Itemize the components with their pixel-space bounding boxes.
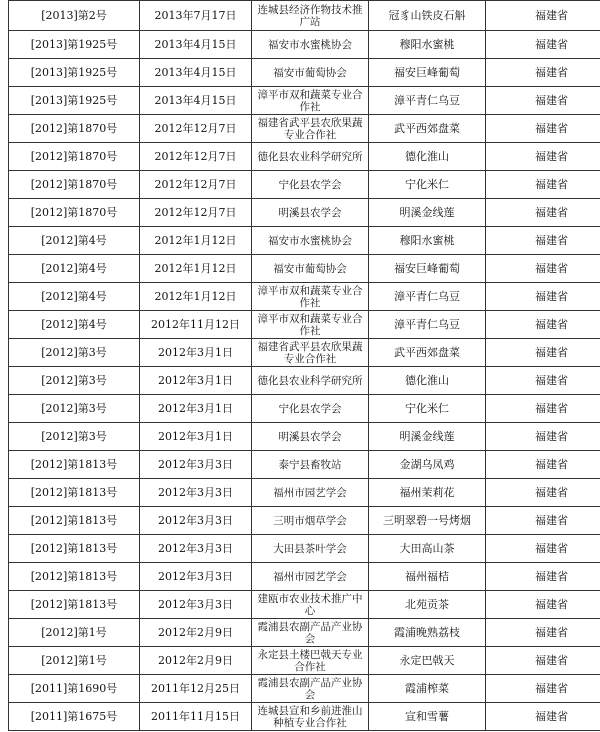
product-name-cell: 穆阳水蜜桃 (369, 227, 486, 255)
province-cell: 福建省 (486, 647, 600, 675)
applicant-organization-cell: 霞浦县农副产品产业协会 (252, 619, 369, 647)
product-name-cell: 福安巨峰葡萄 (369, 59, 486, 87)
applicant-organization-cell: 福建省武平县农欣果蔬专业合作社 (252, 339, 369, 367)
announcement-number-cell: [2012]第1813号 (9, 479, 140, 507)
province-cell: 福建省 (486, 703, 600, 731)
product-name-cell: 福州福桔 (369, 563, 486, 591)
applicant-organization-cell: 永定县土楼巴戟天专业合作社 (252, 647, 369, 675)
product-name-cell: 霞浦榨菜 (369, 675, 486, 703)
province-cell: 福建省 (486, 675, 600, 703)
applicant-organization-cell: 大田县茶叶学会 (252, 535, 369, 563)
announcement-date-cell: 2012年12月7日 (140, 115, 252, 143)
announcement-number-cell: [2012]第3号 (9, 339, 140, 367)
product-name-cell: 宣和雪薯 (369, 703, 486, 731)
table-row (9, 563, 600, 591)
product-name-cell: 漳平青仁乌豆 (369, 311, 486, 339)
table-row (9, 1, 600, 31)
product-name-cell: 宁化米仁 (369, 171, 486, 199)
province-cell: 福建省 (486, 283, 600, 311)
announcement-date-cell: 2013年7月17日 (140, 1, 252, 31)
table-row (9, 283, 600, 311)
table-row (9, 479, 600, 507)
product-name-cell: 德化淮山 (369, 143, 486, 171)
announcement-date-cell: 2012年3月1日 (140, 395, 252, 423)
announcement-date-cell: 2012年3月3日 (140, 563, 252, 591)
product-name-cell: 宁化米仁 (369, 395, 486, 423)
table-row (9, 115, 600, 143)
applicant-organization-cell: 宁化县农学会 (252, 395, 369, 423)
province-cell: 福建省 (486, 227, 600, 255)
announcement-date-cell: 2013年4月15日 (140, 31, 252, 59)
table-row (9, 647, 600, 675)
applicant-organization-cell: 漳平市双和蔬菜专业合作社 (252, 283, 369, 311)
announcement-number-cell: [2013]第2号 (9, 1, 140, 31)
announcement-date-cell: 2012年1月12日 (140, 227, 252, 255)
announcement-number-cell: [2012]第4号 (9, 283, 140, 311)
announcement-number-cell: [2012]第1813号 (9, 535, 140, 563)
province-cell: 福建省 (486, 479, 600, 507)
applicant-organization-cell: 福安市水蜜桃协会 (252, 227, 369, 255)
announcement-date-cell: 2012年12月7日 (140, 171, 252, 199)
announcement-number-cell: [2012]第1813号 (9, 591, 140, 619)
applicant-organization-cell: 三明市烟草学会 (252, 507, 369, 535)
product-name-cell: 德化淮山 (369, 367, 486, 395)
announcement-number-cell: [2012]第4号 (9, 255, 140, 283)
announcement-date-cell: 2012年3月1日 (140, 339, 252, 367)
announcement-number-cell: [2012]第1870号 (9, 199, 140, 227)
product-name-cell: 福州茉莉花 (369, 479, 486, 507)
announcement-date-cell: 2012年3月3日 (140, 591, 252, 619)
province-cell: 福建省 (486, 507, 600, 535)
applicant-organization-cell: 宁化县农学会 (252, 171, 369, 199)
table-row (9, 451, 600, 479)
applicant-organization-cell: 福安市水蜜桃协会 (252, 31, 369, 59)
province-cell: 福建省 (486, 1, 600, 31)
table-row (9, 367, 600, 395)
applicant-organization-cell: 霞浦县农副产品产业协会 (252, 675, 369, 703)
announcement-date-cell: 2013年4月15日 (140, 59, 252, 87)
table-row (9, 591, 600, 619)
announcement-date-cell: 2012年3月1日 (140, 423, 252, 451)
table-row (9, 703, 600, 731)
applicant-organization-cell: 泰宁县畜牧站 (252, 451, 369, 479)
product-name-cell: 大田高山茶 (369, 535, 486, 563)
applicant-organization-cell: 福安市葡萄协会 (252, 255, 369, 283)
applicant-organization-cell: 漳平市双和蔬菜专业合作社 (252, 87, 369, 115)
province-cell: 福建省 (486, 255, 600, 283)
table-row (9, 339, 600, 367)
announcement-number-cell: [2011]第1690号 (9, 675, 140, 703)
table-row (9, 31, 600, 59)
product-name-cell: 北苑贡茶 (369, 591, 486, 619)
province-cell: 福建省 (486, 451, 600, 479)
table-row (9, 395, 600, 423)
announcement-number-cell: [2012]第1号 (9, 619, 140, 647)
registration-document (8, 0, 592, 731)
announcement-date-cell: 2013年4月15日 (140, 87, 252, 115)
product-name-cell: 漳平青仁乌豆 (369, 87, 486, 115)
applicant-organization-cell: 德化县农业科学研究所 (252, 367, 369, 395)
table-row (9, 311, 600, 339)
announcement-date-cell: 2012年1月12日 (140, 283, 252, 311)
announcement-number-cell: [2012]第4号 (9, 311, 140, 339)
province-cell: 福建省 (486, 311, 600, 339)
table-row (9, 507, 600, 535)
applicant-organization-cell: 明溪县农学会 (252, 199, 369, 227)
table-row (9, 423, 600, 451)
announcement-date-cell: 2012年12月7日 (140, 199, 252, 227)
province-cell: 福建省 (486, 171, 600, 199)
announcement-number-cell: [2012]第4号 (9, 227, 140, 255)
announcement-date-cell: 2012年3月1日 (140, 367, 252, 395)
announcement-date-cell: 2012年12月7日 (140, 143, 252, 171)
province-cell: 福建省 (486, 395, 600, 423)
announcement-date-cell: 2012年2月9日 (140, 619, 252, 647)
announcement-number-cell: [2012]第1870号 (9, 171, 140, 199)
announcement-date-cell: 2012年3月3日 (140, 451, 252, 479)
table-body (9, 1, 600, 731)
table-row (9, 87, 600, 115)
announcement-date-cell: 2012年3月3日 (140, 535, 252, 563)
province-cell: 福建省 (486, 115, 600, 143)
product-name-cell: 明溪金线莲 (369, 423, 486, 451)
announcement-number-cell: [2012]第1870号 (9, 143, 140, 171)
table-row (9, 619, 600, 647)
product-name-cell: 武平西郊盘菜 (369, 115, 486, 143)
province-cell: 福建省 (486, 199, 600, 227)
province-cell: 福建省 (486, 59, 600, 87)
product-name-cell: 永定巴戟天 (369, 647, 486, 675)
product-name-cell: 明溪金线莲 (369, 199, 486, 227)
announcement-number-cell: [2012]第3号 (9, 423, 140, 451)
announcement-number-cell: [2012]第1813号 (9, 563, 140, 591)
province-cell: 福建省 (486, 591, 600, 619)
announcement-number-cell: [2012]第3号 (9, 395, 140, 423)
table-row (9, 143, 600, 171)
province-cell: 福建省 (486, 367, 600, 395)
province-cell: 福建省 (486, 339, 600, 367)
announcement-date-cell: 2012年11月12日 (140, 311, 252, 339)
product-name-cell: 霞浦晚熟荔枝 (369, 619, 486, 647)
table-row (9, 227, 600, 255)
applicant-organization-cell: 建瓯市农业技术推广中心 (252, 591, 369, 619)
applicant-organization-cell: 漳平市双和蔬菜专业合作社 (252, 311, 369, 339)
announcement-date-cell: 2011年12月25日 (140, 675, 252, 703)
announcement-number-cell: [2012]第1号 (9, 647, 140, 675)
table-row (9, 255, 600, 283)
registration-table (8, 0, 600, 731)
product-name-cell: 穆阳水蜜桃 (369, 31, 486, 59)
announcement-date-cell: 2011年11月15日 (140, 703, 252, 731)
announcement-number-cell: [2012]第1870号 (9, 115, 140, 143)
applicant-organization-cell: 连城县经济作物技术推广站 (252, 1, 369, 31)
announcement-date-cell: 2012年1月12日 (140, 255, 252, 283)
table-row (9, 535, 600, 563)
product-name-cell: 武平西郊盘菜 (369, 339, 486, 367)
announcement-number-cell: [2012]第3号 (9, 367, 140, 395)
applicant-organization-cell: 连城县宣和乡前进淮山种植专业合作社 (252, 703, 369, 731)
province-cell: 福建省 (486, 535, 600, 563)
product-name-cell: 漳平青仁乌豆 (369, 283, 486, 311)
province-cell: 福建省 (486, 619, 600, 647)
table-row (9, 171, 600, 199)
province-cell: 福建省 (486, 423, 600, 451)
announcement-date-cell: 2012年2月9日 (140, 647, 252, 675)
applicant-organization-cell: 福州市园艺学会 (252, 479, 369, 507)
applicant-organization-cell: 福州市园艺学会 (252, 563, 369, 591)
announcement-number-cell: [2013]第1925号 (9, 59, 140, 87)
announcement-number-cell: [2012]第1813号 (9, 507, 140, 535)
table-row (9, 675, 600, 703)
announcement-date-cell: 2012年3月3日 (140, 479, 252, 507)
announcement-number-cell: [2013]第1925号 (9, 31, 140, 59)
applicant-organization-cell: 德化县农业科学研究所 (252, 143, 369, 171)
province-cell: 福建省 (486, 31, 600, 59)
province-cell: 福建省 (486, 143, 600, 171)
announcement-number-cell: [2012]第1813号 (9, 451, 140, 479)
product-name-cell: 金湖乌凤鸡 (369, 451, 486, 479)
province-cell: 福建省 (486, 87, 600, 115)
announcement-date-cell: 2012年3月3日 (140, 507, 252, 535)
table-row (9, 199, 600, 227)
product-name-cell: 冠豸山铁皮石斛 (369, 1, 486, 31)
applicant-organization-cell: 福安市葡萄协会 (252, 59, 369, 87)
applicant-organization-cell: 福建省武平县农欣果蔬专业合作社 (252, 115, 369, 143)
table-row (9, 59, 600, 87)
announcement-number-cell: [2013]第1925号 (9, 87, 140, 115)
province-cell: 福建省 (486, 563, 600, 591)
applicant-organization-cell: 明溪县农学会 (252, 423, 369, 451)
announcement-number-cell: [2011]第1675号 (9, 703, 140, 731)
product-name-cell: 福安巨峰葡萄 (369, 255, 486, 283)
product-name-cell: 三明翠碧一号烤烟 (369, 507, 486, 535)
